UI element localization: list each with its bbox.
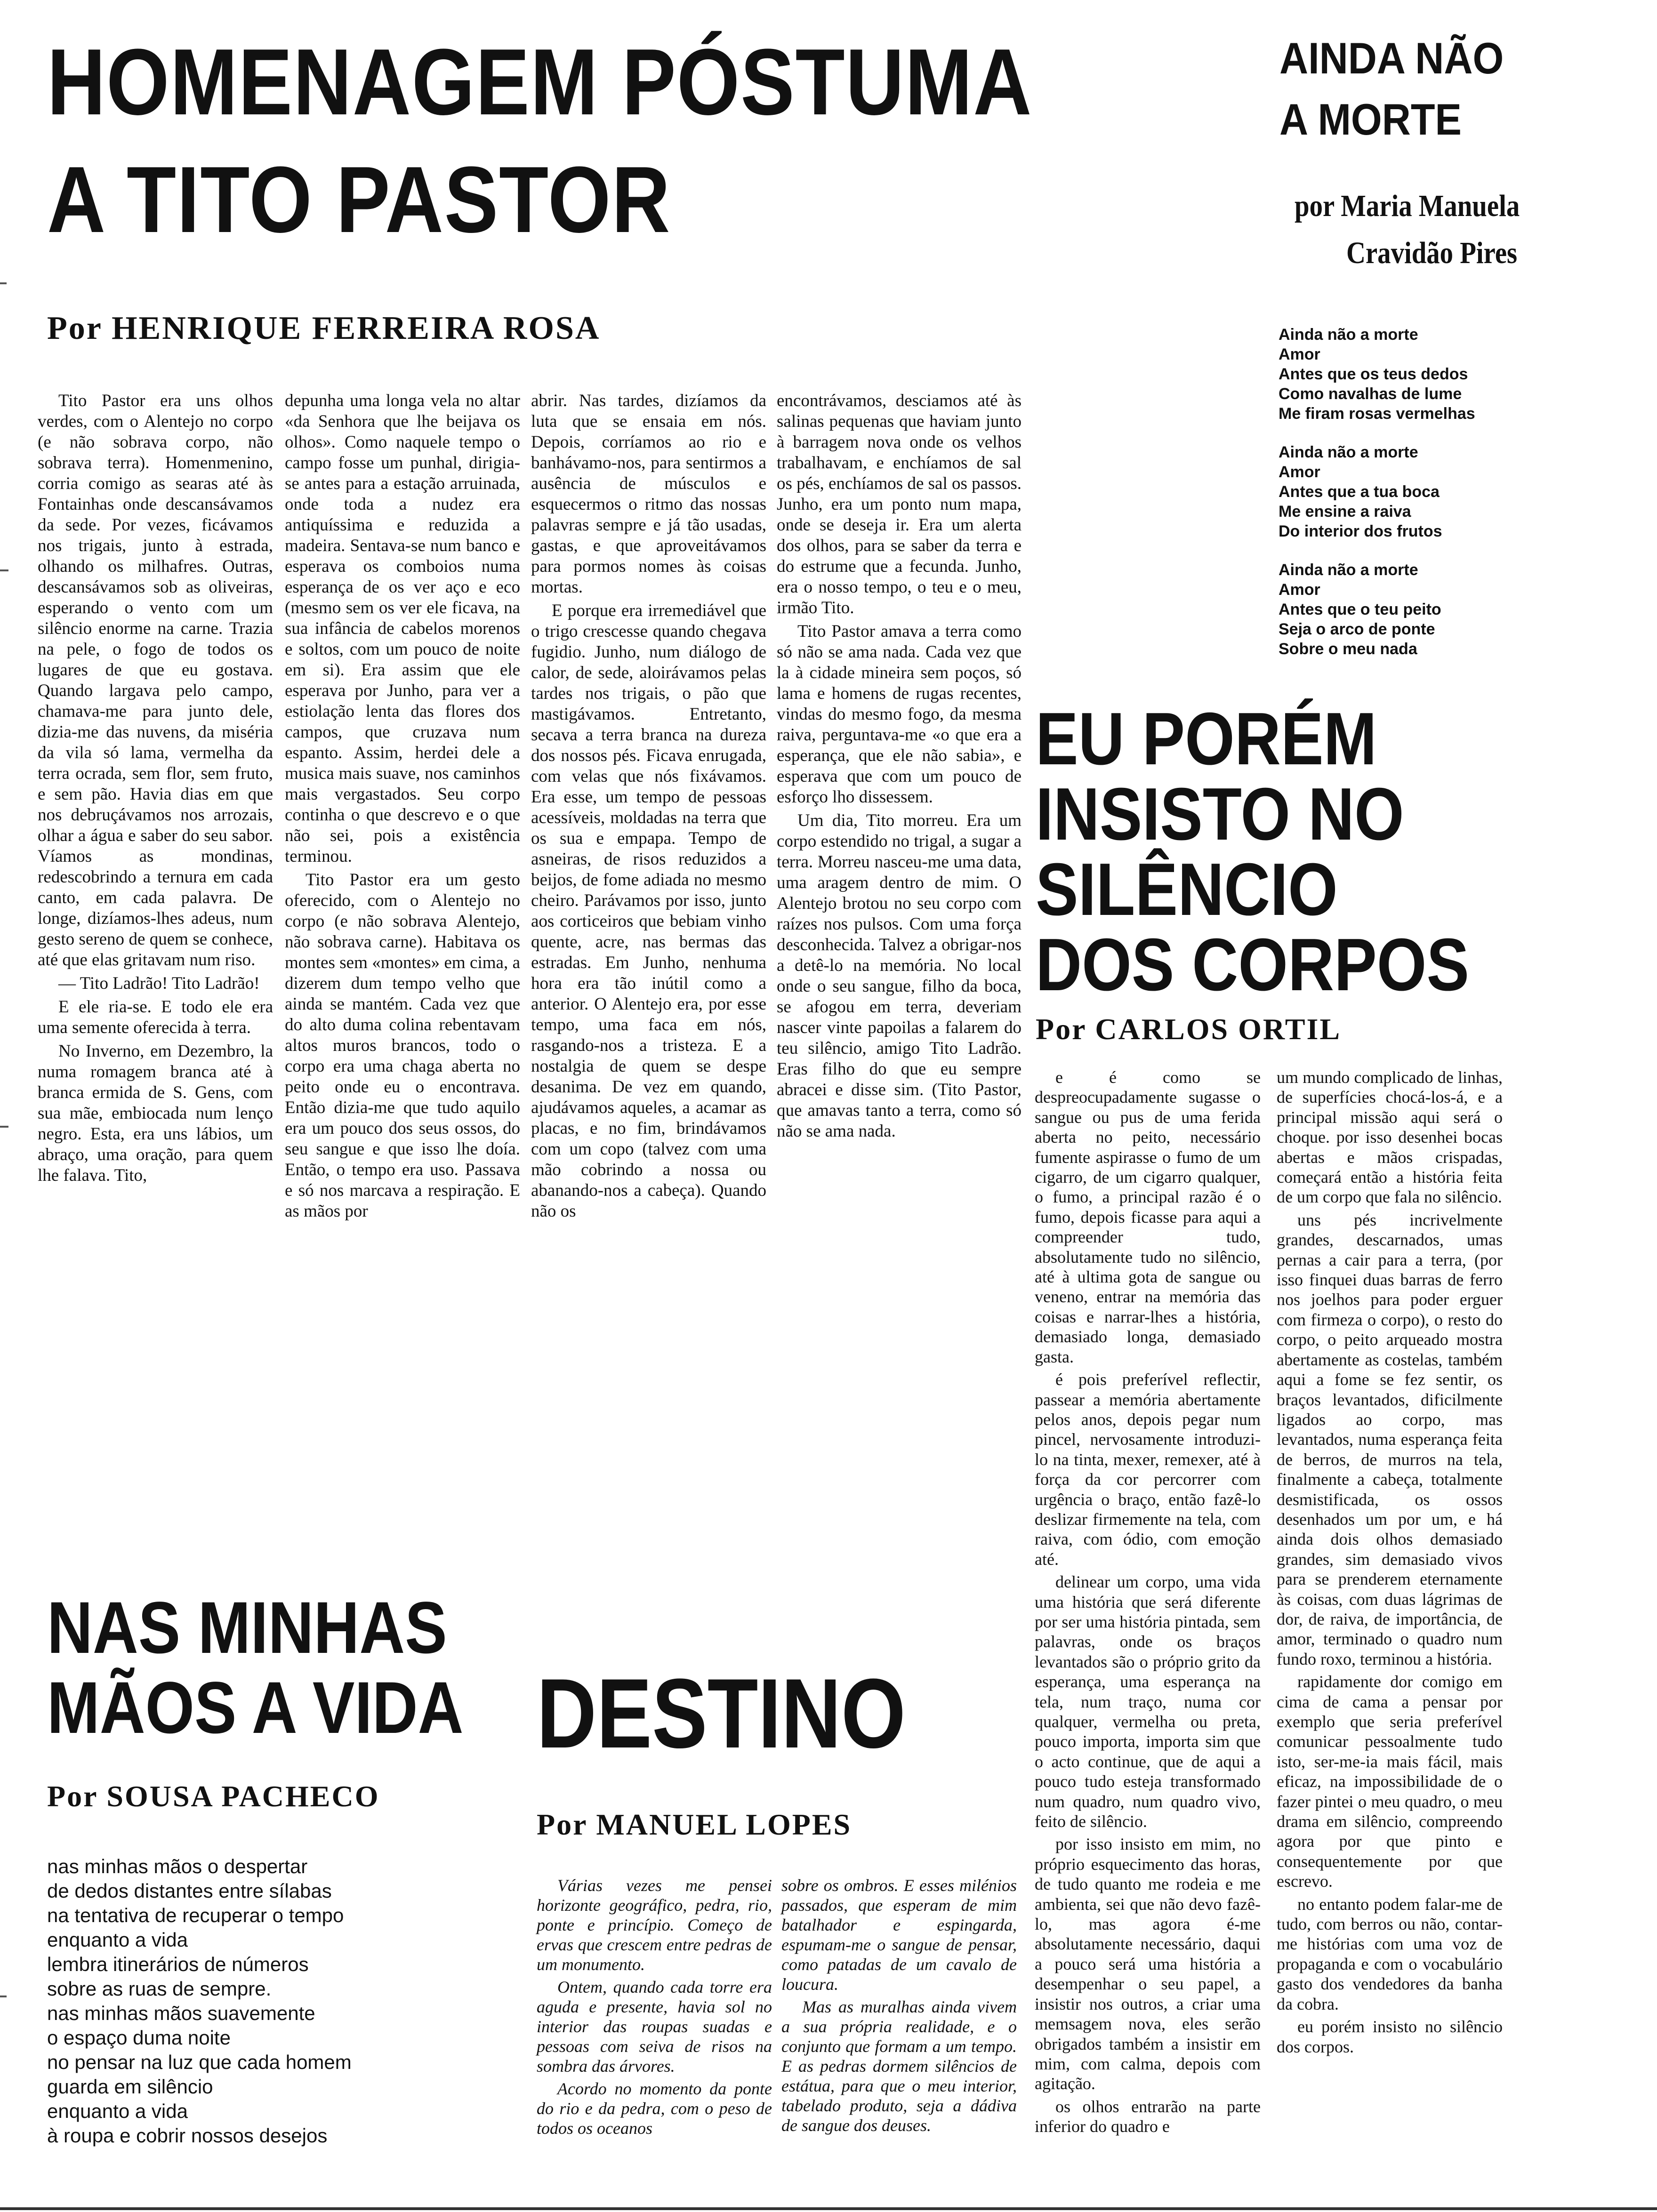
article-title-line: AINDA NÃO: [1279, 33, 1504, 83]
article-title-line: DOS CORPOS: [1036, 923, 1470, 1006]
paragraph: Tito Pastor amava a terra como só não se ama nada. Cada vez que la à cidade mineira sem poços, só lama e homens de rugas recentes, vindas do mesmo fogo, da mesma raiva, perguntava-me «o que era a esperança, que ele não sabia», e esperava que com um pouco de esforço lho dissessem.: [777, 622, 1022, 807]
poem-line: Seja o arco de ponte: [1279, 620, 1435, 638]
paragraph: E porque era irremediável que o trigo crescesse quando chegava fugidio. Junho, num diálogo de calor, de sede, aloirávamos pelas tardes nos trigais, o pão que mastigávamos. Entretanto, secava a terra branca na dureza dos nossos pés. Ficava enrugada, com velas que nós fixávamos. Era esse, um tempo de pessoas acessíveis, moldadas na terra que os sua e empapa. Tempo de asneiras, de risos reduzidos a beijos, de fome adiada no mesmo cheiro. Parávamos por isso, junto aos corticeiros que bebiam vinho quente, acre, nas bermas das estradas. Em Junho, nenhuma hora era tão inútil como a anterior. O Alentejo era, por esse tempo, uma faca em nós, rasgando-nos a tristeza. E a nostalgia de quem se despe desanima. De vez em quando, ajudávamos aqueles, a acamar as placas, e no fim, brindávamos com um copo (talvez com uma mão cobrindo a nossa ou abanando-nos a cabeça). Quando não os: [531, 601, 766, 1221]
poem: [1279, 325, 1475, 678]
page-bottom-border: [0, 2207, 1657, 2210]
poem-stanza: [1279, 560, 1475, 659]
article-title-line: NAS MINHAS: [47, 1587, 447, 1669]
poem-line: Antes que os teus dedos: [1279, 365, 1468, 383]
article-title-line: A TITO PASTOR: [47, 147, 671, 252]
paragraph: eu porém insisto no silêncio dos corpos.: [1277, 2017, 1503, 2056]
article-column: [531, 391, 766, 1225]
poem-line: Ainda não a morte: [1279, 443, 1418, 461]
poem-line: Amor: [1279, 345, 1320, 363]
poem-line: na tentativa de recuperar o tempo: [47, 1904, 344, 1926]
scan-edge-mark: [0, 282, 7, 284]
paragraph: por isso insisto em mim, no próprio esquecimento das horas, de tudo quanto me rodeia e me ambienta, sei que não devo fazê-lo, mas agora é-me absolutamente necessário, daqui a pouco será uma história a desempenhar o seu papel, a insistir nos outros, a criar uma memsagem nova, eles serão obrigados também a insistir em mim, com calma, depois com agitação.: [1035, 1835, 1261, 2093]
poem-line: enquanto a vida: [47, 2100, 188, 2122]
scan-edge-mark: [0, 569, 8, 571]
paragraph: sobre os ombros. E esses milénios passados, que esperam de mim batalhador e espingarda, espumam-me o sangue de pensar, como patadas de um cavalo de loucura.: [781, 1876, 1017, 1994]
article-column: [1035, 1067, 1261, 2140]
poem-line: Ainda não a morte: [1279, 561, 1418, 579]
poem-line: Como navalhas de lume: [1279, 385, 1462, 403]
article-title: DESTINO: [537, 1658, 906, 1769]
poem-line: nas minhas mãos o despertar: [47, 1855, 308, 1877]
poem-line: guarda em silêncio: [47, 2076, 213, 2098]
poem-line: Me ensine a raiva: [1279, 503, 1411, 521]
article-byline: Por CARLOS ORTIL: [1036, 1012, 1342, 1046]
scan-edge-mark: [0, 1996, 7, 1997]
poem-line: enquanto a vida: [47, 1929, 188, 1951]
article-title-line: INSISTO NO: [1036, 773, 1404, 856]
article-column: [38, 391, 273, 1189]
paragraph: e é como se despreocupadamente sugasse o sangue ou pus de uma ferida aberta no peito, necessário fumente aspirasse o fumo de um cigarro, de um cigarro qualquer, o fumo, a principal razão é o fumo, depois ficasse para aqui a compreender tudo, absolutamente tudo no silêncio, até à ultima gota de sangue ou veneno, entrar na memória das coisas e narrar-lhes a história, demasiado longa, demasiado gasta.: [1035, 1068, 1261, 1366]
article-column: [1277, 1067, 1503, 2060]
article-column: [781, 1875, 1017, 2138]
paragraph: — Tito Ladrão! Tito Ladrão!: [58, 974, 260, 993]
scan-edge-mark: [0, 1126, 8, 1128]
poem-line: nas minhas mãos suavemente: [47, 2002, 315, 2024]
paragraph: abrir. Nas tardes, dizíamos da luta que se ensaia em nós. Depois, corríamos ao rio e banhávamo-nos, para sentirmos a ausência de músculos e esquecermos o ritmo das nossas palavras sempre e já tão usadas, gastas, e que aproveitávamos para pormos nomes às coisas mortas.: [531, 391, 766, 597]
poem-stanza: [1279, 325, 1475, 424]
paragraph: um mundo complicado de linhas, de superfícies chocá-los-á, e a principal missão aqui será o choque. por isso desenhei bocas abertas e mãos crispadas, começará então a história feita de um corpo que fala no silêncio.: [1277, 1068, 1503, 1207]
poem-line: Sobre o meu nada: [1279, 640, 1417, 658]
article-byline: Por SOUSA PACHECO: [47, 1779, 380, 1813]
article-byline: Cravidão Pires: [1346, 236, 1518, 270]
paragraph: No Inverno, em Dezembro, la numa romagem branca até à branca ermida de S. Gens, com sua mãe, embiocada num lenço negro. Esta, era uns lábios, um abraço, uma oração, para quem lhe falava. Tito,: [38, 1042, 273, 1185]
paragraph: encontrávamos, desciamos até às salinas pequenas que haviam junto à barragem nova onde os velhos trabalhavam, e enchíamos de sal os pés, enchíamos de sal os passos. Junho, era um ponto num mapa, onde se deseja ir. Era um alerta dos olhos, para se saber da terra e do estrume que a fecunda. Junho, era o nosso tempo, o teu e o meu, irmão Tito.: [777, 391, 1022, 617]
poem-line: Ainda não a morte: [1279, 326, 1418, 344]
article-title-line: MÃOS A VIDA: [47, 1667, 464, 1749]
paragraph: no entanto podem falar-me de tudo, com berros ou não, contar-me histórias com uma voz de propaganda e com o vocabulário gasto dos vendedores da banha da cobra.: [1277, 1894, 1503, 2013]
paragraph: Mas as muralhas ainda vivem a sua própria realidade, e o conjunto que formam a um tempo. E as pedras dormem silêncios de estátua, para que o meu interior, tabelado produto, seja a dádiva de sangue dos deuses.: [781, 1997, 1017, 2135]
poem-line: Antes que o teu peito: [1279, 601, 1441, 618]
paragraph: Acordo no momento da ponte do rio e da pedra, com o peso de todos os oceanos: [537, 2079, 772, 2138]
poem-line: o espaço duma noite: [47, 2027, 231, 2049]
paragraph: E ele ria-se. E todo ele era uma semente oferecida à terra.: [38, 997, 273, 1037]
poem-line: Me firam rosas vermelhas: [1279, 405, 1475, 423]
paragraph: rapidamente dor comigo em cima de cama a pensar por exemplo que seria preferível comunicar pessoalmente tudo isto, ser-me-ia mais fácil, mais eficaz, na impossibilidade de o fazer pintei o meu quadro, o meu drama em silêncio, compreendo agora por que pinto e consequentemente por que escrevo.: [1277, 1672, 1503, 1891]
article-title-line: A MORTE: [1279, 95, 1462, 144]
article-title-line: HOMENAGEM PÓSTUMA: [47, 30, 1033, 135]
paragraph: delinear um corpo, uma vida uma história que será diferente por ser uma história pintada, sem palavras, onde os braços levantados são o próprio grito da esperança, uma esperança na tela, num traço, numa cor qualquer, vermelha ou preta, pouco importa, importa sim que o acto continue, que de aqui a pouco tudo esteja transformado num quadro, num quadro vivo, feito de silêncio.: [1035, 1572, 1261, 1831]
poem-line: Amor: [1279, 463, 1320, 481]
article-column: [537, 1875, 772, 2141]
paragraph: depunha uma longa vela no altar «da Senhora que lhe beijava os olhos». Como naquele tempo o campo fosse um punhal, dirigia-se antes para a estação arruinada, onde toda a nudez era antiquíssima e reduzida a madeira. Sentava-se num banco e esperava os comboios numa esperança de os ver aço e eco (mesmo sem os ver ele ficava, na sua infância de cabelos morenos e soltos, com um pouco de noite em si). Era assim que ele esperava por Junho, para ver a estiolação lenta das flores dos campos, que cruzava num espanto. Assim, herdei dele a musica mais suave, nos caminhos mais vergastados. Seu corpo continha o que descrevo e o que não sei, pois a existência terminou.: [285, 391, 520, 866]
article-title-line: EU PORÉM: [1036, 697, 1377, 780]
article-column: [777, 391, 1022, 1145]
paragraph: os olhos entrarão na parte inferior do quadro e: [1035, 2097, 1261, 2136]
article-byline: Por MANUEL LOPES: [537, 1808, 852, 1841]
article-byline: Por HENRIQUE FERREIRA ROSA: [47, 310, 601, 346]
poem-line: à roupa e cobrir nossos desejos: [47, 2124, 328, 2147]
paragraph: uns pés incrivelmente grandes, descarnados, umas pernas a cair para a terra, (por isso finquei duas barras de ferro nos joelhos para poder erguer com firmeza o corpo), o resto do corpo, o peito arqueado mostra abertamente as costelas, também aqui a fome se fez sentir, os braços levantados, dificilmente ligados ao corpo, mas levantados, numa esperança feita de berros, de murros na tela, finalmente a cabeça, totalmente desmistificada, os ossos desenhados um por um, e há ainda dois olhos demasiado grandes, sim demasiado vivos para se prenderem eternamente às coisas, com duas lágrimas de dor, de raiva, de importância, de amor, terminado o quadro num fundo roxo, terminou a história.: [1277, 1210, 1503, 1668]
paragraph: Um dia, Tito morreu. Era um corpo estendido no trigal, a sugar a terra. Morreu nasceu-me uma data, uma aragem dentro de mim. O Alentejo brotou no seu corpo com raízes nos pulsos. Com uma força desconhecida. Talvez a obrigar-nos a detê-lo na memória. No local onde o seu sangue, filho da boca, se afogou em terra, deveriam nascer vinte papoilas a falarem do teu silêncio, amigo Tito Ladrão. Eras filho do que eu sempre abracei e disse sim. (Tito Pastor, que amavas tanto a terra, como só não se ama nada.: [777, 811, 1022, 1141]
poem-line: no pensar na luz que cada homem: [47, 2051, 352, 2073]
poem-line: Antes que a tua boca: [1279, 483, 1440, 501]
poem-line: de dedos distantes entre sílabas: [47, 1880, 332, 1902]
paragraph: Ontem, quando cada torre era aguda e presente, havia sol no interior das roupas suadas e pessoas com seiva de risos na sombra das árvores.: [537, 1978, 772, 2076]
paragraph: é pois preferível reflectir, passear a memória abertamente pelos anos, depois pegar num pincel, nervosamente introduzi-lo na tinta, mexer, remexer, até à força da cor percorrer com urgência o braço, então fazê-lo deslizar firmemente na tela, com raiva, com ódio, com emoção até.: [1035, 1370, 1261, 1569]
paragraph: Tito Pastor era uns olhos verdes, com o Alentejo no corpo (e não sobrava corpo, não sobrava terra). Homenmenino, corria comigo as searas até às Fontainhas onde descansávamos da sede. Por vezes, ficávamos nos trigais, junto à estrada, olhando os milhafres. Outras, descansávamos sob as oliveiras, esperando o vento com um silêncio enorme na carne. Trazia na pele, o fogo de todos os lugares de que eu gostava. Quando largava pelo campo, chamava-me para junto dele, dizia-me das nuvens, da miséria da vila só lama, vermelha da terra ocrada, sem flor, sem fruto, e sem pão. Havia dias em que nos debruçávamos nos arrozais, olhar a água e saber do seu sabor. Víamos as mondinas, redescobrindo a ternura em cada canto, em cada palavra. De longe, dizíamos-lhes adeus, num gesto sereno de quem se conhece, até que elas gritavam num riso.: [38, 391, 273, 970]
article-column: [285, 391, 520, 1225]
poem-line: Do interior dos frutos: [1279, 522, 1442, 540]
article-byline: por Maria Manuela: [1295, 189, 1520, 223]
paragraph: Várias vezes me pensei horizonte geográfico, pedra, rio, ponte e princípio. Começo de ervas que crescem entre pedras de um monumento.: [537, 1876, 772, 1974]
paragraph: Tito Pastor era um gesto oferecido, com o Alentejo no corpo (e não sobrava Alentejo, não sobrava carne). Habitava os montes sem «montes» em cima, a dizerem dum tempo velho que ainda se mantém. Cada vez que do alto duma colina rebentavam altos muros brancos, todo o corpo era uma chaga aberta no peito onde eu o encontrava. Então dizia-me que tudo aquilo era um pouco dos seus ossos, do seu sangue e que isso lhe doía. Então, o tempo era uso. Passava e só nos marcava a respiração. E as mãos por: [285, 870, 520, 1221]
article-title-line: SILÊNCIO: [1036, 848, 1338, 931]
poem-line: lembra itinerários de números: [47, 1953, 309, 1975]
poem: [47, 1854, 352, 2148]
poem-stanza: [1279, 442, 1475, 541]
poem-line: sobre as ruas de sempre.: [47, 1978, 272, 2000]
poem-line: Amor: [1279, 581, 1320, 599]
